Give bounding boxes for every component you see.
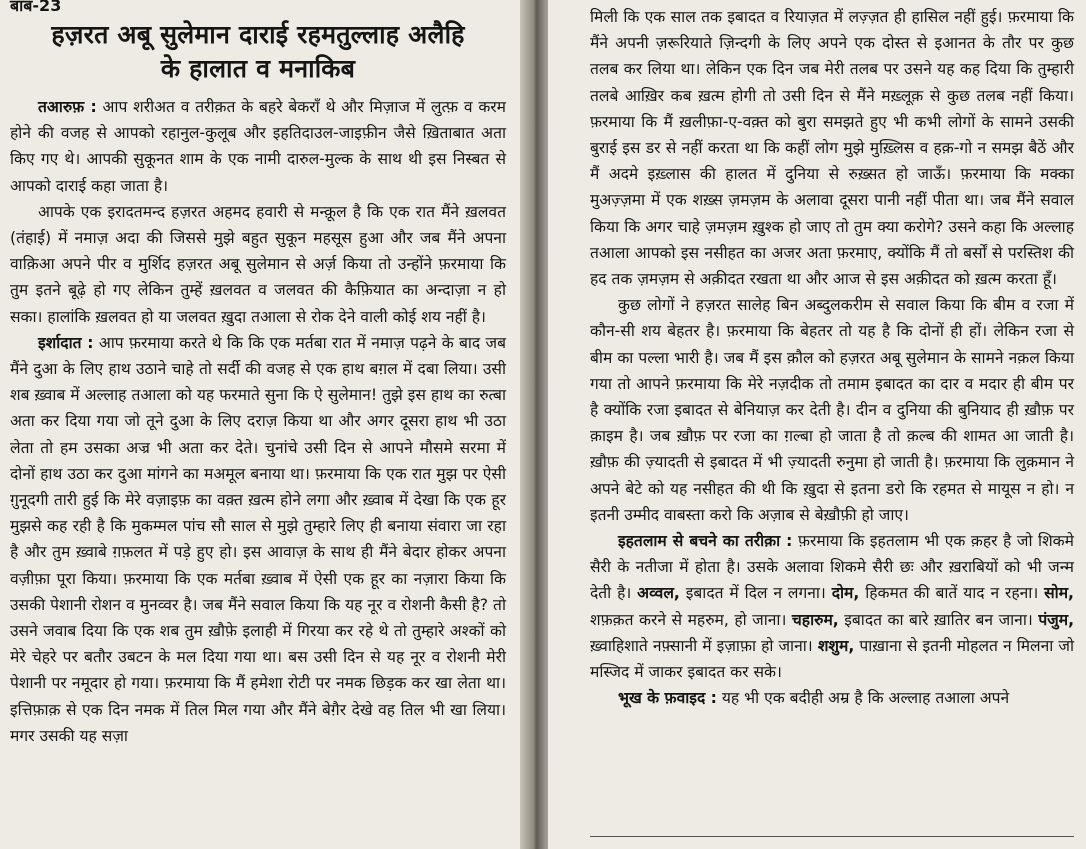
point-1-label: अव्वल, — [637, 584, 680, 603]
bhookh-heading: भूख के फ़वाइद : — [618, 689, 717, 708]
point-5-label: पंजुम, — [1038, 610, 1075, 629]
book-gutter — [520, 0, 550, 849]
left-page — [0, 0, 522, 849]
intro-text: आप शरीअत व तरीक़त के बहरे बेकराँ थे और मिज़ाज में लुत्फ़ व करम होने की वजह से आपको रहानुल-कुलूब और इहतिदाउल-जाइफ़ीन जैसे ख़िताबात अता किए गए थे। आपकी सुकूनत शाम के एक नामी दारुल-मुल्क के साथ थी इस निस्बत से आपको दाराई कहा जाता है। — [10, 98, 506, 195]
point-3-label: सोम, — [1044, 584, 1074, 603]
title-line-2: के हालात व मनाकिब — [160, 54, 356, 83]
point-3-text: शफ़क़त करने से महरुम, हो जाना। — [590, 610, 787, 629]
intro-paragraph — [10, 94, 506, 199]
point-5-text: ख़्वाहिशाते नफ़्सानी में इज़ाफ़ा हो जाना। — [590, 636, 813, 655]
chapter-title — [10, 18, 506, 86]
footer-rule — [590, 836, 1074, 837]
chapter-label: बाब-23 — [10, 0, 62, 15]
bhookh-text: यह भी एक बदीही अम्र है कि अल्लाह तआला अपने — [721, 689, 1010, 708]
point-4-label: चहारुम, — [791, 610, 839, 629]
point-4-text: इबादत का बारे ख़ातिर बन जाना। — [844, 610, 1033, 629]
right-paragraph-1: मिली कि एक साल तक इबादत व रियाज़त में लज़्ज़त ही हासिल नहीं हुई। फ़रमाया कि मैंने अपनी ज़रूरियाते ज़िन्दगी के लिए अपने एक दोस्त से इआनत के तौर पर कुछ तलब कर लिया था। लेकिन एक दिन जब मेरी तलब पर उसने यह कह दिया कि तुम्हारी तलबे आख़िर कब ख़त्म होगी तो उसी दिन से मैंने मख़्लूक़ से कुछ तलब नहीं किया। फ़रमाया कि मैं ख़लीफ़ा-ए-वक़्त को बुरा समझते हुए भी कभी लोगों के सामने उसकी बुराई इस डर से नहीं करता था कि कहीं लोग मुझे मुख़्लिस व हक़-गो न समझ बैठें और मैं अदमे इख़्लास की हालत में दुनिया से रुख़्सत हो जाऊँ। फ़रमाया कि मक्का मुअज़्ज़मा में एक शख़्स ज़मज़म के अलावा दूसरा पानी नहीं पीता था। जब मैंने सवाल किया कि अगर चाहे ज़मज़म ख़ुश्क हो जाए तो तुम क्या करोगे? उसने कहा कि अल्लाह तआला आपको इस नसीहत का अजर अता फ़रमाए, क्योंकि मैं तो बर्सों से परस्तिश की हद तक ज़मज़म से अक़ीदत रखता था और आज से इस अक़ीदत को ख़त्म करता हूँ। — [590, 8, 1074, 289]
bhookh-paragraph — [590, 685, 1074, 711]
right-paragraph-2: कुछ लोगों ने हज़रत सालेह बिन अब्दुलकरीम से सवाल किया कि बीम व रजा में कौन-सी शय बेहतर है। फ़रमाया कि बेहतर तो यह है कि दोनों ही हों। लेकिन रजा से बीम का पल्ला भारी है। जब मैं इस क़ौल को हज़रत अबू सुलेमान के सामने नक़ल किया गया तो आपने फ़रमाया कि मेरे नज़दीक तो तमाम इबादत का दार व मदार ही बीम पर है क्योंकि रजा इबादत से बेनियाज़ कर देती है। दीन व दुनिया की बुनियाद ही ख़ौफ़ पर क़ाइम है। जब ख़ौफ़ पर रजा का ग़ल्बा हो जाता है तो क़ल्ब की शामत आ जाती है। ख़ौफ़ की ज़्यादती से इबादत में भी ज़्यादती रुनुमा हो जाती है। फ़रमाया कि लुक़मान ने अपने बेटे को यह नसीहत की थी कि ख़ुदा से इतना डरो कि रहमत से मायूस न हो। न इतनी उम्मीद वाबस्ता करो कि अज़ाब से बेख़ौफ़ी हो जाए। — [590, 296, 1074, 524]
point-1-text: इबादत में दिल न लगना। — [685, 584, 826, 603]
point-6-text: पाख़ाना से इतनी मोहलत न मिलना जो मस्जिद में जाकर इबादत कर सके। — [590, 636, 1075, 682]
point-2-text: हिकमत की बातें याद न रहना। — [865, 584, 1039, 603]
irshadat-text: आप फ़रमाया करते थे कि कि एक मर्तबा रात में नमाज़ पढ़ने के बाद जब मैंने दुआ के लिए हाथ उठाने चाहे तो सर्दी की वजह से एक हाथ बग़ल में दबा लिया। उसी शब ख़्वाब में अल्लाह तआला को यह फरमाते सुना कि ऐ सुलेमान! तुझे इस हाथ का रुत्बा अता कर दिया गया जो तूने दुआ के लिए दराज़ किया था और अगर दूसरा हाथ भी उठा लेता तो हम उसका अज्र भी अता कर देते। चुनांचे उसी दिन से आपने मौसमे सरमा में दोनों हाथ उठा कर दुआ मांगने का मअमूल बनाया था। फ़रमाया कि एक रात मुझ पर ऐसी ग़ुनूदगी तारी हुई कि मेरे वज़ाइफ़ का वक़्त ख़त्म होने लगा और ख़्वाब में देखा कि एक हूर मुझसे कह रही है कि मुकम्मल पांच सौ साल से मुझे तुम्हारे लिए ही बनाया संवारा जा रहा है और तुम ख़्वाबे ग़फ़लत में पड़े हुए हो। इस आवाज़ के साथ ही मैंने बेदार होकर अपना वज़ीफ़ा पूरा किया। फ़रमाया कि एक मर्तबा ख़्वाब में ऐसी एक हूर का नज़ारा किया कि उसकी पेशानी रोशन व मुनव्वर है। जब मैंने सवाल किया कि यह नूर व रोशनी कैसी है? तो उसने जवाब दिया कि एक शब तुम ख़ौफ़े इलाही में गिरया कर रहे थे तो तुम्हारे अश्कों को मेरे चेहरे पर बतौर उबटन के मल दिया गया था। बस उसी दिन से यह नूर व रोशनी मेरी पेशानी पर नमूदार हो गया। फ़रमाया कि मैं हमेशा रोटी पर नमक छिड़क कर खा लेता था। इत्तिफ़ाक़ से एक दिन नमक में तिल मिल गया और मैंने बेग़ैर देखे वह तिल भी खा लिया। मगर उसकी यह सज़ा — [10, 333, 506, 745]
point-6-label: शशुम, — [817, 636, 855, 655]
ihtilam-heading: इहतलाम से बचने का तरीक़ा : — [618, 532, 793, 551]
irshadat-heading: इर्शादात : — [38, 333, 94, 352]
ihtilam-text: फ़रमाया कि इहतलाम भी एक क़हर है जो शिकमे सैरी के नतीजा में होता है। उसके अलावा शिकमे सैरी छः और ख़राबियों को भी जन्म देती है। — [590, 532, 1074, 603]
point-2-label: दोम, — [831, 584, 860, 603]
right-page — [548, 0, 1086, 849]
paragraph-2: आपके एक इरादतमन्द हज़रत अहमद हवारी से मन्क़ूल है कि एक रात मैंने ख़लवत (तंहाई) में नमाज़ अदा की जिससे मुझे बहुत सुकून महसूस हुआ और जब मैंने अपना वाक़िआ अपने पीर व मुर्शिद हज़रत अबू सुलेमान से अर्ज़ किया तो उन्होंने फ़रमाया कि तुम इतने बूढ़े हो गए लेकिन तुम्हें ख़लवत व जलवत की कैफ़ियात का अन्दाज़ा न हो सका। हालांकि ख़लवत हो या जलवत ख़ुदा तआला से रोक देने वाली कोई शय नहीं है। — [10, 202, 506, 326]
intro-heading: तआरुफ़ : — [38, 98, 97, 116]
ihtilam-paragraph — [590, 528, 1074, 685]
title-line-1: हज़रत अबू सुलेमान दाराई रहमतुल्लाह अलैहि — [51, 20, 465, 49]
irshadat-paragraph — [10, 330, 506, 749]
